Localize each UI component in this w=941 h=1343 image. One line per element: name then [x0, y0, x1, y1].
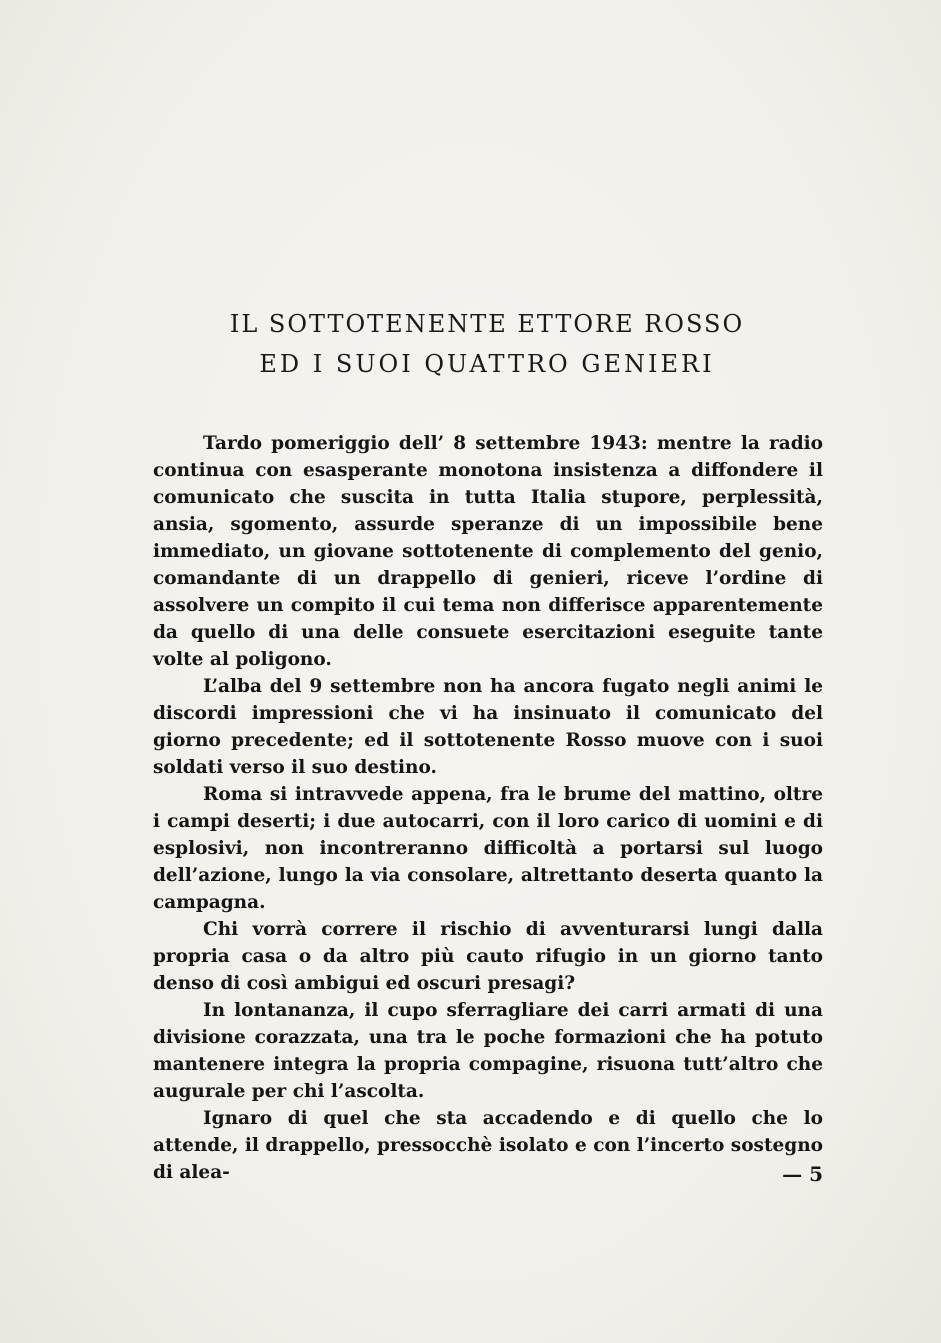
chapter-body — [153, 430, 823, 1186]
chapter-title-line-2: ED I SUOI QUATTRO GENIERI — [259, 350, 715, 378]
paragraph-4: Chi vorrà correre il rischio di avventurarsi lungi dalla propria casa o da altro più cauto rifugio in un giorno tanto denso di così ambigui ed oscuri presagi? — [153, 919, 823, 994]
chapter-title-line-1: IL SOTTOTENENTE ETTORE ROSSO — [229, 310, 745, 338]
paragraph-1: Tardo pomeriggio dell’ 8 settembre 1943: mentre la radio continua con esasperante monotona insistenza a diffondere il comunicato che suscita in tutta Italia stupore, perplessità, ansia, sgomento, assurde speranze di un impossibile bene immediato, un giovane sottotenente di complemento del genio, comandante di un drappello di genieri, riceve l’ordine di assolvere un compito il cui tema non differisce apparentemente da quello di una delle consuete esercitazioni eseguite tante volte al poligono. — [153, 433, 823, 670]
paragraph-5: In lontananza, il cupo sferragliare dei carri armati di una divisione corazzata, una tra le poche formazioni che ha potuto mantenere integra la propria compagine, risuona tutt’altro che augurale per chi l’ascolta. — [153, 1000, 823, 1102]
paragraph-6: Ignaro di quel che sta accadendo e di quello che lo attende, il drappello, pressocchè isolato e con l’incerto sostegno di alea- — [153, 1108, 823, 1183]
paragraph-2: L’alba del 9 settembre non ha ancora fugato negli animi le discordi impressioni che vi ha insinuato il comunicato del giorno precedente; ed il sottotenente Rosso muove con i suoi soldati verso il suo destino. — [153, 676, 823, 778]
page-number: — 5 — [782, 1162, 823, 1186]
paragraph-3: Roma si intravvede appena, fra le brume del mattino, oltre i campi deserti; i due autocarri, con il loro carico di uomini e di esplosivi, non incontreranno difficoltà a portarsi sul luogo dell’azione, lungo la via consolare, altrettanto deserta quanto la campagna. — [153, 784, 823, 913]
